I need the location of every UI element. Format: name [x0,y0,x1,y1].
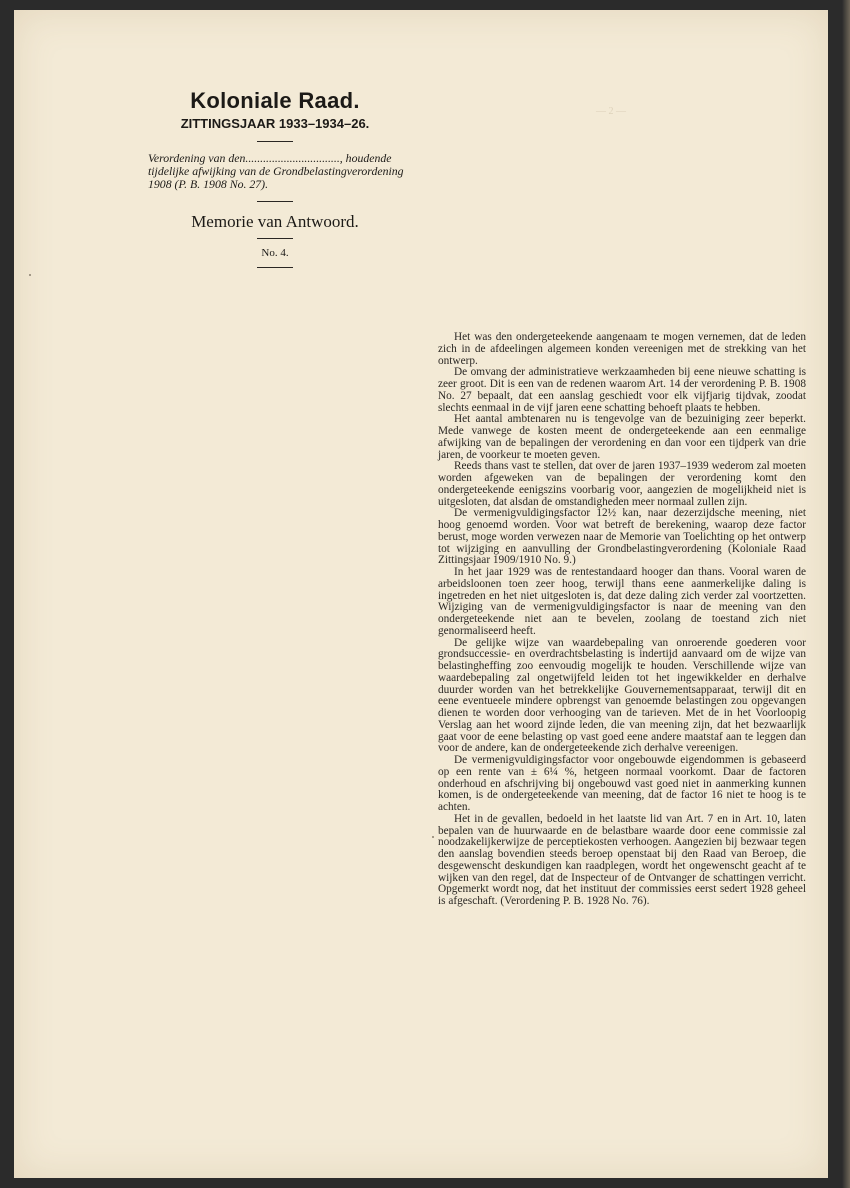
divider [257,238,293,239]
body-text [438,332,806,908]
paper-speck [432,836,434,838]
document-header [132,88,418,278]
divider [257,267,293,268]
paragraph: In het jaar 1929 was de rentestandaard hooger dan thans. Vooral waren de arbeidsloonen toen zeer hoog, terwijl thans eene aanmerkelijke daling is ingetreden en het niet uitgesloten is, dat deze daling zich verder zal voortzetten. Wijziging van de vermenigvuldigingsfactor is naar de meening van den ondergeteekende niet aan te bevelen, zoolang de toestand zich niet genormaliseerd heeft. [438,566,806,637]
session-year: ZITTINGSJAAR 1933–1934–26. [180,116,370,131]
ordinance-subtitle: Verordening van den................................, houdende tijdelijke afwijking van de Grondbelastingverordening 1908 (P. B. 1908 No. 27). [148,151,404,191]
document-page [14,10,828,1178]
document-title: Koloniale Raad. [190,88,360,113]
paragraph: De omvang der administratieve werkzaamheden bij eene nieuwe schatting is zeer groot. Dit is een van de redenen waarom Art. 14 der verordening P. B. 1908 No. 27 bepaalt, dat een aanslag geschiedt voor elk vijfjarig tijdvak, zoodat slechts eenmaal in de vijf jaren eene schatting behoeft plaats te hebben. [438,366,806,414]
paper-speck [29,274,31,276]
scan-edge [842,0,850,1188]
paragraph: Het in de gevallen, bedoeld in het laatste lid van Art. 7 en in Art. 10, laten bepalen van de huurwaarde en de belastbare waarde door eene commissie zal noodzakelijkerwijze de perceptiekosten verhoogen. Aangezien bij bezwaar tegen den aanslag bovendien steeds beroep openstaat bij den Raad van Beroep, die desgewenscht deskundigen kan raadplegen, wordt het ongewenscht geacht af te wijken van den regel, dat de Inspecteur of de Ontvanger de schattingen verricht. Opgemerkt wordt nog, dat het instituut der commissies eerst sedert 1928 geheel is afgeschaft. (Verordening P. B. 1928 No. 76). [438,812,806,907]
faint-page-mark: — 2 — [596,106,626,117]
paragraph: Reeds thans vast te stellen, dat over de jaren 1937–1939 wederom zal moeten worden afgeweken van de bepalingen der verordening komt den ondergeteekende eenigszins voorbarig voor, aangezien de mogelijkheid niet is uitgesloten, dat alsdan de omstandigheden meer normaal zullen zijn. [438,460,806,508]
paragraph: Het aantal ambtenaren nu is tengevolge van de bezuiniging zeer beperkt. Mede vanwege de kosten meent de ondergeteekende aan een eenmalige afwijking van de bepalingen der verordening en dan voor een tijdperk van drie jaren, de voorkeur te moeten geven. [438,413,806,461]
divider [257,201,293,202]
document-number: No. 4. [261,247,289,259]
paragraph: De gelijke wijze van waardebepaling van onroerende goederen voor grondsuccessie- en overdrachtsbelasting is indertijd aanvaard om de wijze van belastingheffing zoo eenvoudig mogelijk te houden. Verschillende wijze van waardebepaling zal ongetwijfeld leiden tot het ingewikkelder en derhalve duurder worden van het betrekkelijke Gouvernementsapparaat, terwijl dit en eene eventueele mindere opbrengst van genoemde belastingen zou opgevangen dienen te worden door verhooging van de tarieven. Met de in het Voorloopig Verslag aan het woord zijnde leden, die van meening zijn, dat het bezwaarlijk gaat voor de eene belasting op vast goed eene andere maatstaf aan te leggen dan voor de andere, kan de ondergeteekende zich derhalve vereenigen. [438,636,806,755]
divider [257,141,293,142]
paragraph: Het was den ondergeteekende aangenaam te mogen vernemen, dat de leden zich in de afdeelingen algemeen konden vereenigen met de strekking van het ontwerp. [438,331,806,367]
paragraph: De vermenigvuldigingsfactor voor ongebouwde eigendommen is gebaseerd op een rente van ± 6¼ %, hetgeen normaal voorkomt. Daar de factoren onderhoud en afschrijving bij ongebouwd vast goed niet in aanmerking kunnen komen, is de ondergeteekende van meening, dat de factor 16 niet te hoog is te achten. [438,754,806,813]
section-heading: Memorie van Antwoord. [191,212,359,231]
paragraph: De vermenigvuldigingsfactor 12½ kan, naar dezerzijdsche meening, niet hoog genoemd worden. Voor wat betreft de berekening, waarop deze factor berust, moge worden verwezen naar de Memorie van Toelichting op het ontwerp tot wijziging en aanvulling der Grondbelastingverordening (Koloniale Raad Zittingsjaar 1909/1910 No. 9.) [438,507,806,567]
